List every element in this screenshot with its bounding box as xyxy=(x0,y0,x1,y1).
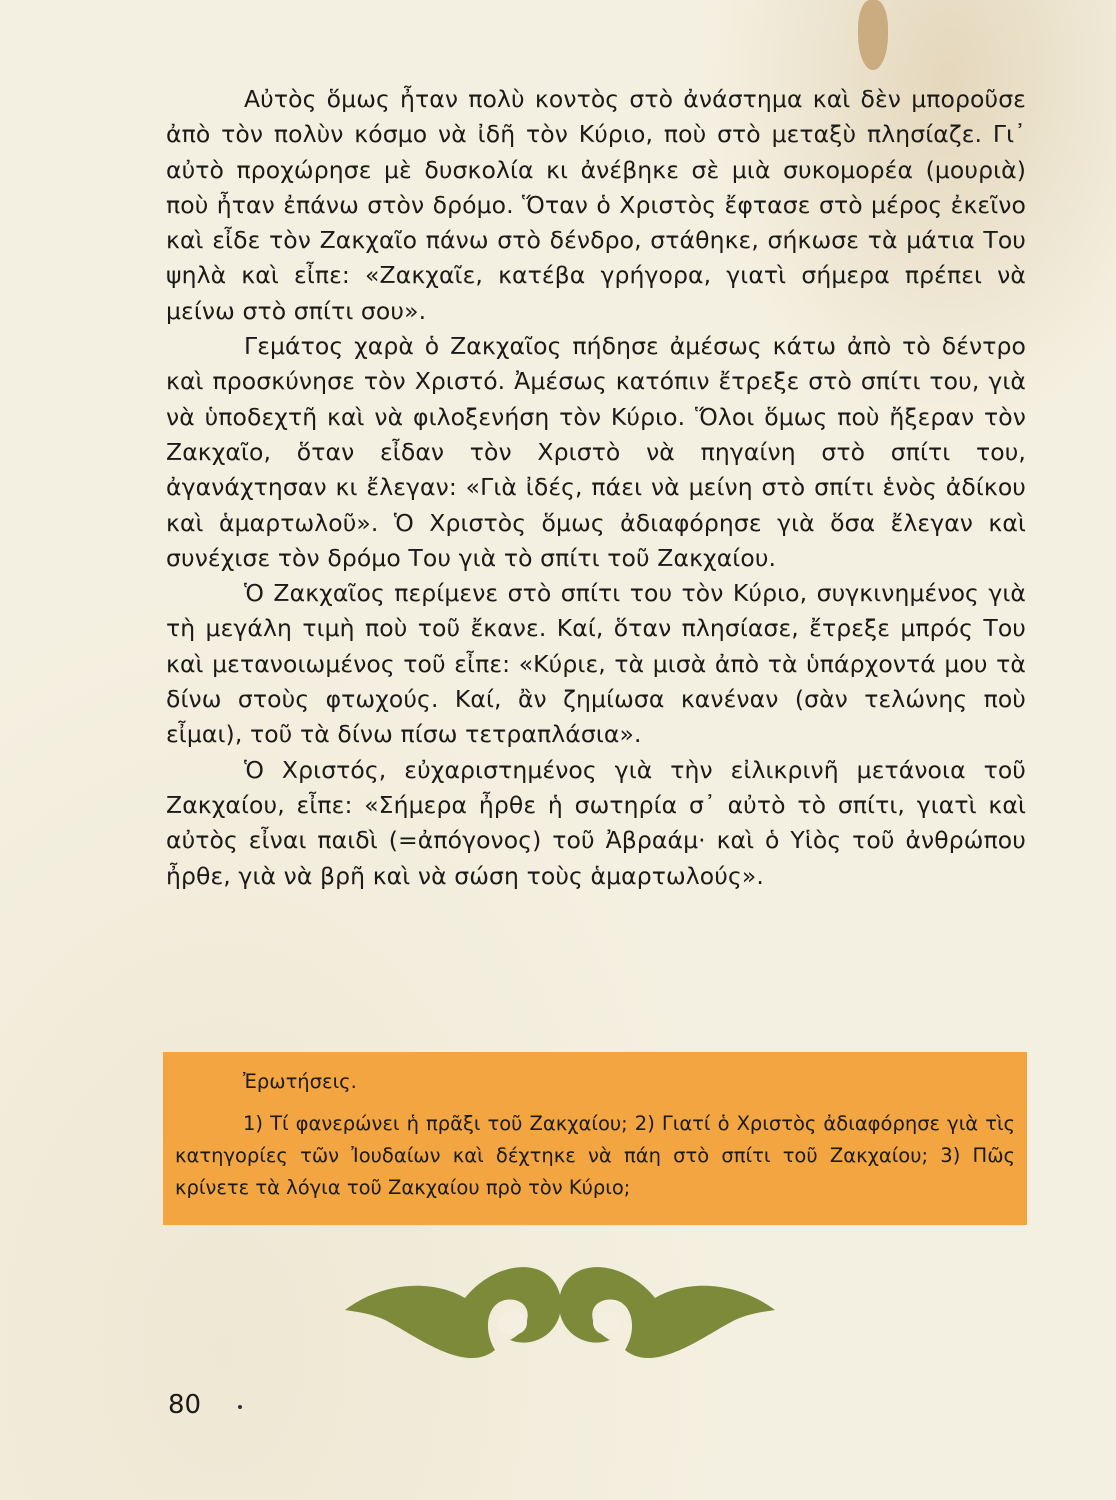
left-dot-icon xyxy=(531,1323,545,1337)
paper-stain xyxy=(858,0,888,70)
right-dot-icon xyxy=(575,1323,589,1337)
right-eye-icon xyxy=(593,1311,621,1335)
left-wave-icon xyxy=(345,1267,561,1358)
paragraph-3: Ὁ Ζακχαῖος περίμενε στὸ σπίτι του τὸν Κύριο, συγκινημένος γιὰ τὴ μεγάλη τιμὴ ποὺ τοῦ ἔκανε. Καί, ὅταν πλησίασε, ἔτρεξε μπρός Του καὶ μετανοιωμένος τοῦ εἶπε: «Κύριε, τὰ μισὰ ἀπὸ τὰ ὑπάρχοντά μου τὰ δίνω στοὺς φτωχούς. Καί, ἂν ζημίωσα κανέναν (σὰν τελώνης ποὺ εἶμαι), τοῦ τὰ δίνω πίσω τετραπλάσια». xyxy=(166,579,1026,749)
paragraph-4: Ὁ Χριστός, εὐχαριστημένος γιὰ τὴν εἰλικρινῆ μετάνοια τοῦ Ζακχαίου, εἶπε: «Σήμερα ἦρθε ἡ σωτηρία σ᾽ αὐτὸ τὸ σπίτι, γιατὶ καὶ αὐτὸς εἶναι παιδὶ (=ἀπόγονος) τοῦ Ἀβραάμ· καὶ ὁ Υἱὸς τοῦ ἀνθρώπου ἦρθε, γιὰ νὰ βρῆ καὶ νὰ σώση τοὺς ἁμαρτωλούς». xyxy=(166,755,1026,890)
questions-body: 1) Τί φανερώνει ἡ πρᾶξι τοῦ Ζακχαίου; 2) Γιατί ὁ Χριστὸς ἀδιαφόρησε γιὰ τὶς κατηγορίες τῶν Ἰουδαίων καὶ δέχτηκε νὰ πάη στὸ σπίτι τοῦ Ζακχαίου; 3) Πῶς κρίνετε τὰ λόγια τοῦ Ζακχαίου πρὸ τὸν Κύριο; xyxy=(175,1112,1015,1199)
main-text xyxy=(166,82,1026,894)
left-eye-icon xyxy=(499,1311,527,1335)
wave-scroll-ornament-icon xyxy=(345,1240,775,1380)
questions-box xyxy=(163,1052,1027,1225)
page-number: 80 xyxy=(168,1390,202,1420)
right-wave-icon xyxy=(559,1267,775,1358)
questions-title: Ἐρωτήσεις. xyxy=(243,1070,357,1093)
dot-mark xyxy=(238,1405,242,1409)
paragraph-2: Γεμάτος χαρὰ ὁ Ζακχαῖος πήδησε ἀμέσως κάτω ἀπὸ τὸ δέντρο καὶ προσκύνησε τὸν Χριστό. Ἀμέσως κατόπιν ἔτρεξε στὸ σπίτι του, γιὰ νὰ ὑποδεχτῆ καὶ νὰ φιλοξενήση τὸν Κύριο. Ὅλοι ὅμως ποὺ ἤξεραν τὸν Ζακχαῖο, ὅταν εἶδαν τὸν Χριστὸ νὰ πηγαίνη στὸ σπίτι του, ἀγανάχτησαν κι ἔλεγαν: «Γιὰ ἰδές, πάει νὰ μείνη στὸ σπίτι ἑνὸς ἀδίκου καὶ ἁμαρτωλοῦ». Ὁ Χριστὸς ὅμως ἀδιαφόρησε γιὰ ὅσα ἔλεγαν καὶ συνέχισε τὸν δρόμο Του γιὰ τὸ σπίτι τοῦ Ζακχαίου. xyxy=(166,332,1026,572)
paragraph-1: Αὐτὸς ὅμως ἦταν πολὺ κοντὸς στὸ ἀνάστημα καὶ δὲν μποροῦσε ἀπὸ τὸν πολὺν κόσμο νὰ ἰδῆ τὸν Κύριο, ποὺ στὸ μεταξὺ πλησίαζε. Γι᾽ αὐτὸ προχώρησε μὲ δυσκολία κι ἀνέβηκε σὲ μιὰ συκομορέα (μουριὰ) ποὺ ἦταν ἐπάνω στὸν δρόμο. Ὅταν ὁ Χριστὸς ἔφτασε στὸ μέρος ἐκεῖνο καὶ εἶδε τὸν Ζακχαῖο πάνω στὸ δένδρο, στάθηκε, σήκωσε τὰ μάτια Του ψηλὰ καὶ εἶπε: «Ζακχαῖε, κατέβα γρήγορα, γιατὶ σήμερα πρέπει νὰ μείνω στὸ σπίτι σου». xyxy=(166,85,1026,325)
